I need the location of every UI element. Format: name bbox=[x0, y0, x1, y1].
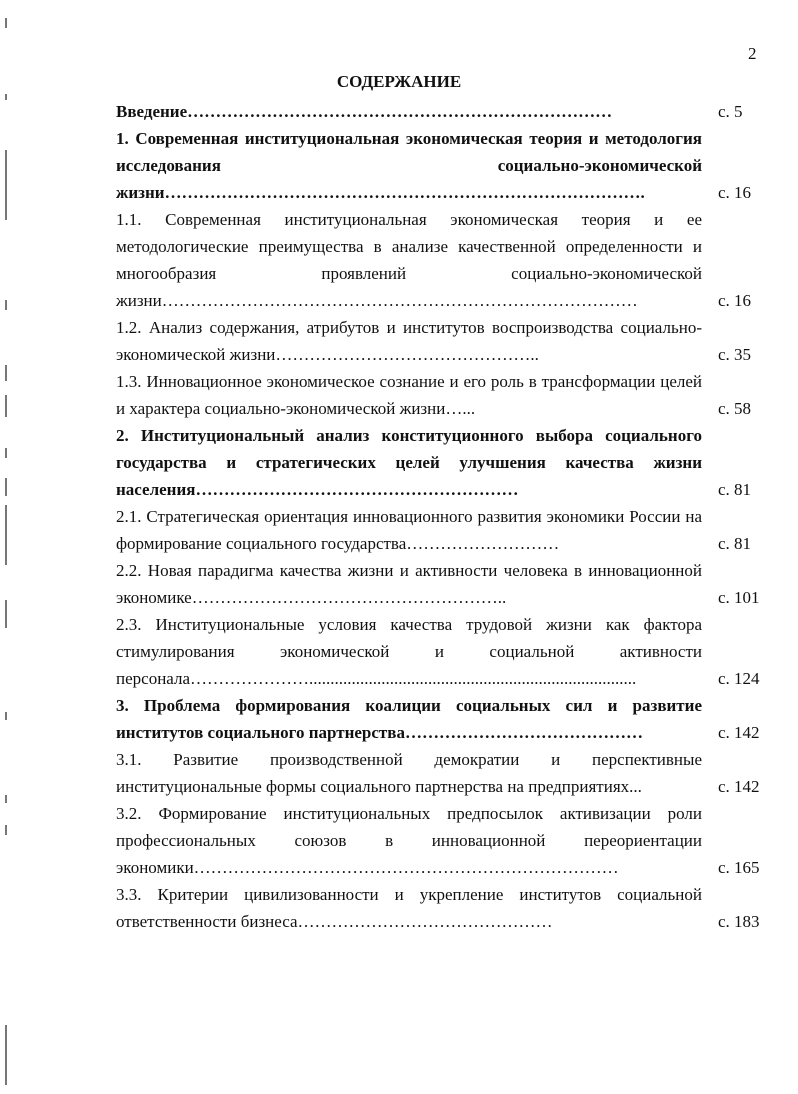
toc-entry-text: 1.3. Инновационное экономическое сознание и его роль в трансформации целей и характера социально-экономической жизни…... bbox=[116, 372, 702, 418]
toc-entry-page: с. 142 bbox=[718, 723, 760, 742]
toc-entry-section-1-1[interactable] bbox=[116, 206, 764, 314]
toc-entry-text: 3.3. Критерии цивилизованности и укрепление институтов социальной ответственности бизнеса……………………………………… bbox=[116, 885, 702, 931]
toc-entry-intro[interactable] bbox=[116, 98, 764, 125]
toc-entry-section-3-3[interactable] bbox=[116, 881, 764, 935]
toc-entry-page: с. 142 bbox=[718, 777, 760, 796]
toc-entry-page: с. 35 bbox=[718, 345, 752, 364]
toc-entry-text: 2.3. Институциональные условия качества трудовой жизни как фактора стимулирования экономической и социальной активности персонала…………………............................................................................. bbox=[116, 615, 702, 688]
toc-entry-text: 3.1. Развитие производственной демократии и перспективные институциональные формы социального партнерства на предприятиях... bbox=[116, 750, 702, 796]
toc-entry-text: 2.1. Стратегическая ориентация инновационного развития экономики России на формирование социального государства……………………… bbox=[116, 507, 702, 553]
toc-entry-section-3-2[interactable] bbox=[116, 800, 764, 881]
toc-entry-page: с. 183 bbox=[718, 912, 760, 931]
toc-entry-section-2-1[interactable] bbox=[116, 503, 764, 557]
toc-entry-page: с. 101 bbox=[718, 588, 760, 607]
binding-edge-marks bbox=[2, 0, 16, 1094]
toc-entry-section-1-2[interactable] bbox=[116, 314, 764, 368]
toc-entry-chapter-2[interactable] bbox=[116, 422, 764, 503]
toc-entry-page: с. 16 bbox=[718, 183, 752, 202]
toc-entry-text: 1.1. Современная институциональная экономическая теория и ее методологические преимущества в анализе качественной определенности и многообразия проявлений социально-экономической жизни………………………………………………………………………… bbox=[116, 210, 702, 310]
toc-entry-page: с. 81 bbox=[718, 534, 752, 553]
toc-entry-text: 1.2. Анализ содержания, атрибутов и институтов воспроизводства социально-экономической жизни……………………………………….. bbox=[116, 318, 702, 364]
toc-entry-page: с. 165 bbox=[718, 858, 760, 877]
toc-entry-page: с. 58 bbox=[718, 399, 752, 418]
toc-entry-text: 2. Институциональный анализ конституционного выбора социального государства и стратегических целей улучшения качества жизни населения………………………………………………… bbox=[116, 426, 702, 499]
toc-entry-text: 1. Современная институциональная экономическая теория и методология исследования социально-экономической жизни…………………………………………………………………………. bbox=[116, 129, 702, 202]
toc-entry-page: с. 16 bbox=[718, 291, 752, 310]
toc-entry-page: с. 5 bbox=[718, 102, 743, 121]
toc-entry-chapter-1[interactable] bbox=[116, 125, 764, 206]
toc-entry-section-3-1[interactable] bbox=[116, 746, 764, 800]
toc-entry-text: 3.2. Формирование институциональных предпосылок активизации роли профессиональных союзов в инновационной переориентации экономики………………………………………………………………… bbox=[116, 804, 702, 877]
toc-entry-section-1-3[interactable] bbox=[116, 368, 764, 422]
toc-entry-text: Введение………………………………………………………………… bbox=[116, 102, 613, 121]
toc-entry-page: с. 124 bbox=[718, 669, 760, 688]
toc-entry-section-2-2[interactable] bbox=[116, 557, 764, 611]
toc-entry-text: 3. Проблема формирования коалиции социальных сил и развитие институтов социального партнерства…………………………………… bbox=[116, 696, 702, 742]
toc-entry-chapter-3[interactable] bbox=[116, 692, 764, 746]
page-number: 2 bbox=[748, 44, 757, 63]
page-title: СОДЕРЖАНИЕ bbox=[336, 72, 462, 91]
toc-entry-text: 2.2. Новая парадигма качества жизни и активности человека в инновационной экономике……………………………………………….. bbox=[116, 561, 702, 607]
toc-entry-section-2-3[interactable] bbox=[116, 611, 764, 692]
toc-entry-page: с. 81 bbox=[718, 480, 752, 499]
